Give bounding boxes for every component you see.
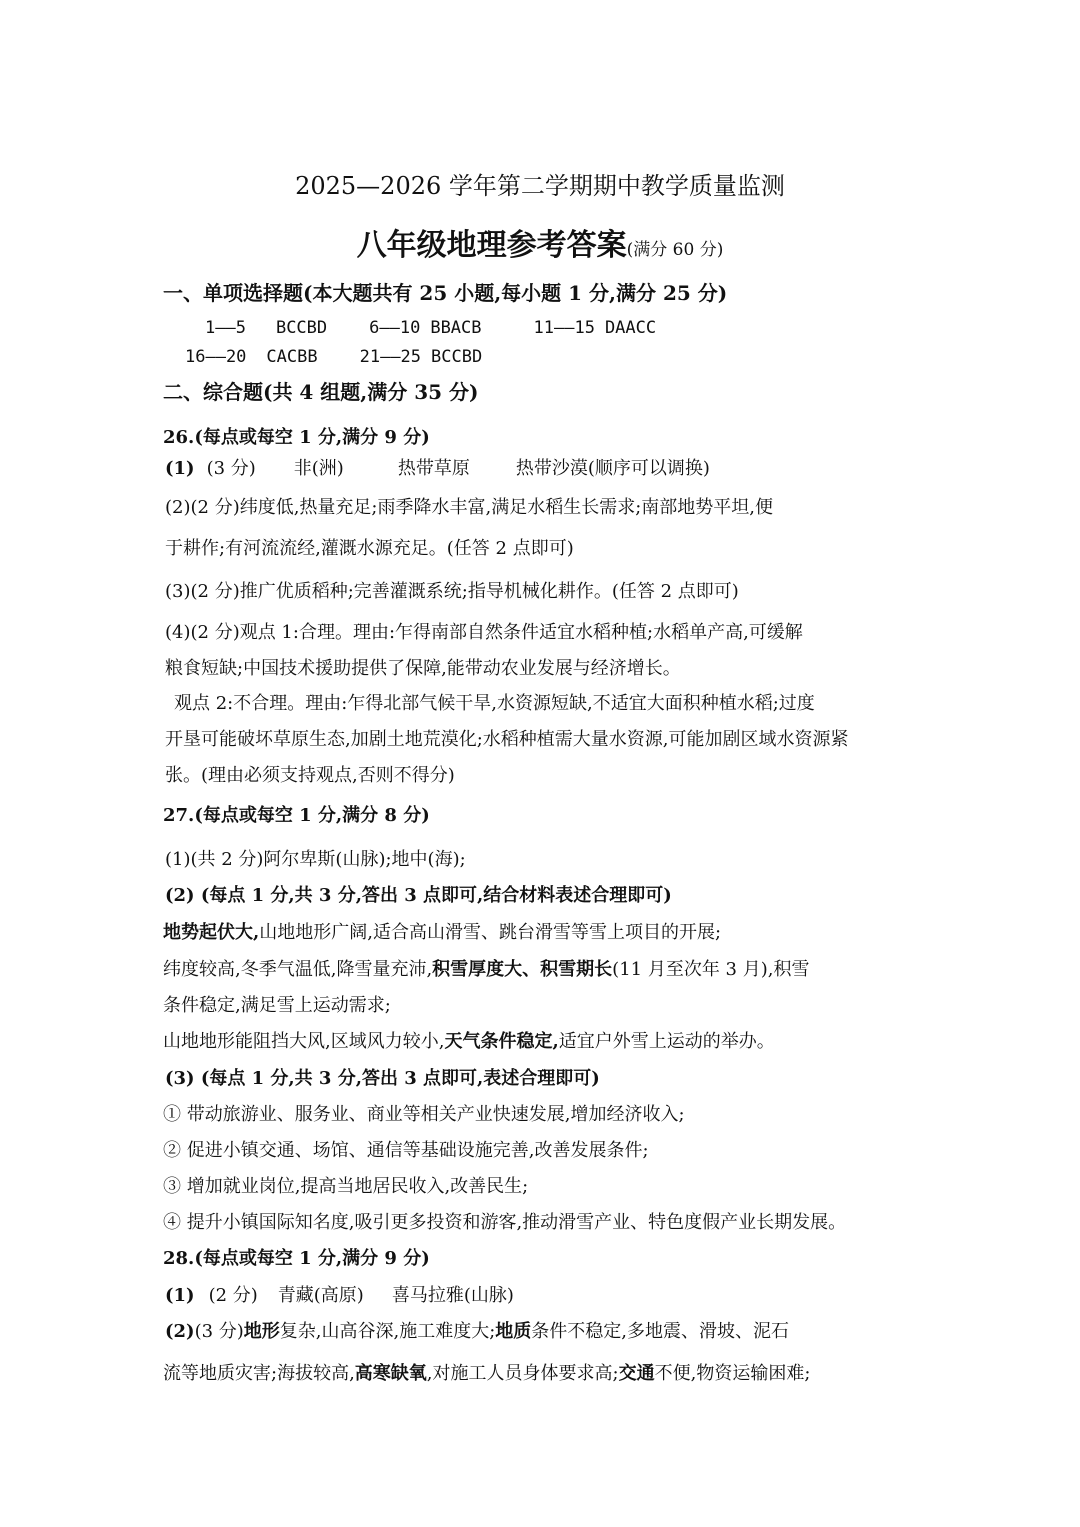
- q26-part1: [165, 457, 1080, 481]
- subtitle: 八年级地理参考答案: [356, 228, 627, 263]
- q28-p2-text3: 流等地质灾害;海拔较高,: [163, 1363, 355, 1384]
- section1-heading: 一、单项选择题(本大题共有 25 小题,每小题 1 分,满分 25 分): [163, 281, 728, 305]
- q28-p2-text4: ,对施工人员身体要求高;: [426, 1363, 619, 1384]
- answer-range: 16——20: [185, 347, 247, 367]
- q28-p1-score: (2 分): [208, 1285, 258, 1306]
- answer-key: BCCBD: [275, 318, 328, 338]
- full-score: (满分 60 分): [626, 240, 724, 260]
- section2-heading: 二、综合题(共 4 组题,满分 35 分): [163, 380, 479, 404]
- q28-p2-text2: 条件不稳定,多地震、滑坡、泥石: [531, 1321, 790, 1342]
- answer-range: 6——10: [369, 318, 421, 338]
- q28-p2-text1: 复杂,山高谷深,施工难度大;: [279, 1321, 496, 1342]
- q26-part4-line4: 开垦可能破坏草原生态,加剧土地荒漠化;水稻种植需大量水资源,可能加剧区域水资源紧: [165, 729, 849, 750]
- q26-part3: (3)(2 分)推广优质稻种;完善灌溉系统;指导机械化耕作。(任答 2 点即可): [165, 581, 739, 602]
- q28-part2-line1: [165, 1320, 1080, 1344]
- list-item: ③ 增加就业岗位,提高当地居民收入,改善民生;: [163, 1176, 529, 1197]
- q27-part2-point1: [163, 921, 1080, 945]
- q28-p2-bold4: 交通: [618, 1363, 655, 1384]
- answer-range: 11——15: [533, 318, 595, 338]
- q26-p1-answer3: 热带沙漠(顺序可以调换): [515, 458, 710, 479]
- q27-p2-a-text: 山地地形广阔,适合高山滑雪、跳台滑雪等雪上项目的开展;: [259, 922, 722, 943]
- q26-part4-line5: 张。(理由必须支持观点,否则不得分): [165, 765, 455, 786]
- q27-p2-b-post: (11 月至次年 3 月),积雪: [612, 959, 810, 980]
- q28-p2-bold3: 高寒缺氧: [354, 1363, 427, 1384]
- q28-part1: [165, 1284, 1080, 1308]
- q27-p2-b-pre: 纬度较高,冬季气温低,降雪量充沛,: [163, 959, 433, 980]
- q28-p2-bold1: 地形: [243, 1321, 280, 1342]
- answer-row-2: [185, 345, 1080, 369]
- q26-p1-answer2: 热带草原: [397, 458, 470, 479]
- q28-p1-answer1: 青藏(高原): [277, 1285, 364, 1306]
- q27-p2-c-post: 适宜户外雪上运动的举办。: [558, 1031, 775, 1052]
- q28-part2-line2: [163, 1362, 1080, 1386]
- list-item: ④ 提升小镇国际知名度,吸引更多投资和游客,推动滑雪产业、特色度假产业长期发展。: [163, 1212, 847, 1233]
- q26-p1-answer1: 非(洲): [293, 458, 344, 479]
- answer-key: BBACB: [430, 318, 482, 338]
- q27-part3-heading: (3) (每点 1 分,共 3 分,答出 3 点即可,表述合理即可): [165, 1068, 600, 1089]
- q26-part2-line2: 于耕作;有河流流经,灌溉水源充足。(任答 2 点即可): [165, 538, 574, 559]
- q28-p1-label: (1): [165, 1285, 195, 1306]
- q28-heading: 28.(每点或每空 1 分,满分 9 分): [163, 1248, 430, 1269]
- answer-range: 21——25: [359, 347, 422, 367]
- q27-heading: 27.(每点或每空 1 分,满分 8 分): [163, 805, 430, 826]
- q27-part2-heading: (2) (每点 1 分,共 3 分,答出 3 点即可,结合材料表述合理即可): [165, 885, 672, 906]
- q28-p2-text5: 不便,物资运输困难;: [654, 1363, 811, 1384]
- list-item: ② 促进小镇交通、场馆、通信等基础设施完善,改善发展条件;: [163, 1140, 649, 1161]
- answer-key: DAACC: [604, 318, 657, 338]
- q26-p1-score: (3 分): [206, 458, 256, 479]
- q27-part1: (1)(共 2 分)阿尔卑斯(山脉);地中(海);: [165, 849, 466, 870]
- q26-p1-label: (1): [165, 458, 195, 479]
- q27-part2-point2-line2: 条件稳定,满足雪上运动需求;: [163, 995, 391, 1016]
- answer-key: CACBB: [266, 347, 318, 367]
- q28-p2-bold2: 地质: [495, 1321, 532, 1342]
- q27-p2-c-pre: 山地地形能阻挡大风,区域风力较小,: [163, 1031, 445, 1052]
- q27-p2-a-bold: 地势起伏大,: [163, 922, 260, 943]
- page-title: [0, 226, 1080, 270]
- q27-p2-c-bold: 天气条件稳定,: [444, 1031, 559, 1052]
- q27-part2-point2: [163, 958, 1080, 982]
- q28-p2-label: (2): [165, 1321, 195, 1342]
- q26-part4-line3: 观点 2:不合理。理由:乍得北部气候干旱,水资源短缺,不适宜大面积种植水稻;过度: [174, 693, 815, 714]
- q26-part4-line1: (4)(2 分)观点 1:合理。理由:乍得南部自然条件适宜水稻种植;水稻单产高,可缓解: [165, 622, 803, 643]
- q28-p2-score: (3 分): [194, 1321, 244, 1342]
- list-item: ① 带动旅游业、服务业、商业等相关产业快速发展,增加经济收入;: [163, 1104, 685, 1125]
- answer-row-1: [205, 316, 1080, 340]
- q26-heading: 26.(每点或每空 1 分,满分 9 分): [163, 427, 430, 448]
- q28-p1-answer2: 喜马拉雅(山脉): [391, 1285, 514, 1306]
- q26-part2-line1: (2)(2 分)纬度低,热量充足;雨季降水丰富,满足水稻生长需求;南部地势平坦,便: [165, 497, 774, 518]
- exam-title: 2025—2026 学年第二学期期中教学质量监测: [295, 172, 785, 200]
- q27-part2-point3: [163, 1030, 1080, 1054]
- q27-p2-b-bold: 积雪厚度大、积雪期长: [432, 959, 613, 980]
- q26-part4-line2: 粮食短缺;中国技术援助提供了保障,能带动农业发展与经济增长。: [165, 658, 681, 679]
- answer-key: BCCBD: [431, 347, 483, 367]
- answer-range: 1——5: [205, 318, 246, 338]
